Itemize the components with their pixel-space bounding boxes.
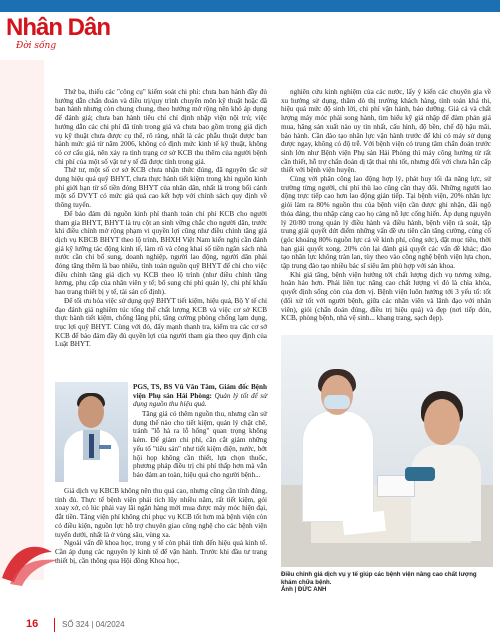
paragraph: nghiên cứu kinh nghiệm của các nước, lấy ý kiến các chuyên gia về xu hướng sử dụng, thăm dò thị trường khách hàng, tính toán khả thi, hiệu quả mức độ sinh lời, chi phí vận hành, bảo dưỡng. Giá cả và chất lượng máy móc phải song hành, tìm hiểu kỹ giá nhập để đàm phán giá mua, hãng sản xuất nào uy tín nhất, cấu hình, độ bền, chế độ hậu mãi, bảo hành. Cần đào tạo nhân lực vận hành trước để khi có máy sử dụng được ngay, không có độ trễ. Với bệnh viện có trung tâm chẩn đoán trước sinh lớn như Bệnh viện Phụ sản Hải Phòng thì máy công hướng từ rất cần thiết, hỗ trợ chẩn đoán dị tật thai nhi tốt, nhưng đối với chưa hẳn cấp thiết với bệnh viện huyện.	[281, 88, 491, 175]
byline-name: PGS, TS, BS Vũ Văn Tâm, Giám đốc Bệnh viện Phụ sản Hải Phòng:	[133, 383, 267, 400]
photo-bp-cuff	[405, 467, 435, 481]
byline-quote: Quản lý tốt để sử dụng nguồn thu hiệu quả.	[133, 391, 268, 409]
issue-info: SỐ 324 | 04/2024	[62, 620, 125, 629]
caption-credit: Ảnh | ĐỨC ANH	[281, 586, 327, 594]
article-column-left-bottom	[55, 487, 267, 565]
paragraph: Thứ ba, thiếu các "công cụ" kiểm soát chi phí: chưa ban hành đầy đủ hướng dẫn chẩn đoán và điều trị/quy trình chuyên môn kỹ thuật hoặc đã ban hành nhưng còn chung chung, theo hướng mở rộng nên khó áp dụng để đánh giá; chưa ban hành tiêu chí chỉ định nhập viện nội trú; việc hướng dẫn các chi phí đã tính trong giá và chưa bao gồm trong giá dịch vụ kỹ thuật chưa được cụ thể, rõ ràng, nhất là các phẫu thuật được ban hành mức giá từ năm 2006, không có định mức kinh tế kỹ thuật, không có cơ cấu giá, nên xảy ra tình trạng cơ sở KCB thu thêm của người bệnh chi phí của một số vật tư y tế đã được tính trong giá.	[55, 88, 267, 166]
interview-text-beside-portrait	[133, 410, 267, 480]
photo-patient-body	[411, 445, 481, 541]
footer-divider	[54, 618, 55, 632]
caption-text: Điều chỉnh giá dịch vụ y tế giúp các bệnh viện nâng cao chất lượng khám chữa bệnh.	[281, 571, 477, 586]
page-number: 16	[26, 618, 39, 630]
masthead-name: Nhân Dân	[6, 14, 111, 41]
paragraph: Giá dịch vụ KBCB không nên thu quá cao, nhưng cũng cần tính đúng, tính đủ. Thực tế bệnh viện phải tích lũy nhiều năm, rất tiết kiệm, gói xoay xở, có lúc phải vay lãi ngân hàng mới mua được máy móc hiện đại, đắt tiền. Tăng viện phí không chỉ phục vụ KCB tốt hơn mà bệnh viện còn có điều kiện, nguồn lực hỗ trợ chuyên giao công nghệ cho các bệnh viện tuyến dưới, nhất là ở vùng sâu, vùng xa.	[55, 487, 267, 539]
paragraph: Khi giá tăng, bệnh viện hướng tới chất lượng dịch vụ tương xứng, hoàn hảo hơn. Phải liên tục nâng cao chất lượng vì đó là chìa khóa, quyết định sống còn của đơn vị. Bệnh viện luôn hướng tới 3 yếu tố: tốt (đối xử tốt với người bệnh, giữa các nhân viên và lãnh đạo với nhân viên), giỏi (chẩn đoán đúng, điều trị hiệu quả) và đẹp (nơi tiếp đón, KCB, phòng bệnh, nhà vệ sinh... khang trang, sạch đẹp).	[281, 270, 491, 323]
paragraph: Để tối ưu hóa việc sử dụng quỹ BHYT tiết kiệm, hiệu quả, Bộ Y tế chỉ đạo đánh giá nghiêm túc tổng thể chất lượng KCB và việc cơ sở KCB thực hành tiết kiệm, chống lãng phí, tăng cường phòng chống lạm dụng, trục lợi quỹ BHYT. Cùng với đó, đẩy mạnh thanh tra, kiểm tra các cơ sở KCB để bảo đảm đầy đủ quyền lợi của người tham gia theo quy định của Luật BHYT.	[55, 296, 267, 349]
red-ribbon-heart-icon	[0, 538, 60, 586]
portrait-tie	[89, 434, 94, 458]
masthead-subtitle: Đời sống	[16, 41, 57, 51]
paragraph: Cùng với phân công lao động hợp lý, phát huy tối đa năng lực, sử trường từng người, chi phí thù lao cũng cần thay đổi. Những người lao động trực tiếp cao hơn lao động gián tiếp. Tại bệnh viện, 20% nhân lực giỏi làm ra 80% nguồn thu của bệnh viện cần được ghi nhận, đãi ngộ thỏa đáng, thu nhập càng cao họ càng nỗ lực cống hiến. Áp dụng nguyên lý 20/80 trong quản lý điều hành và điều hành, bệnh viện rà soát, tập trung giải quyết dứt điểm những vấn đề ưu tiên cần tăng cường, củng cố (góc khoảng 80% nguồn lực cả về kinh phí, công sức), đặt mục tiêu, thời hạn giải quyết xong. 20% còn lại đánh giá quyết các vấn đề khác; đào tạo nhân lực không tràn lan, tùy theo vào công nghệ bệnh viện lựa chọn, tập trung đào tạo nhiều bác sĩ siêu âm phù hợp với sản khoa.	[281, 175, 491, 271]
portrait-head	[78, 396, 104, 428]
decorative-sidebar-band	[0, 60, 44, 580]
masthead-logo	[6, 14, 111, 58]
article-column-left	[55, 88, 267, 349]
doctor-portrait-photo	[55, 382, 128, 482]
article-column-right	[281, 88, 491, 323]
photo-caption	[281, 571, 493, 594]
interview-byline	[133, 383, 267, 409]
paragraph: Ngoài vấn đề khoa học, trong y tế còn phải tính đến hiệu quả kinh tế. Cần áp dụng các nguyên lý kinh tế để vận hành. Trước khi đầu tư trang thiết bị, cần thông qua Hội đồng Khoa học,	[55, 539, 267, 565]
photo-patient-head	[424, 399, 460, 445]
article-photo-blood-pressure-check	[281, 335, 493, 567]
portrait-name-tag	[99, 445, 111, 449]
top-color-bar	[0, 0, 500, 12]
photo-nurse-body	[303, 411, 373, 521]
paragraph: Tăng giá có thêm nguồn thu, nhưng cần sử dụng thế nào cho tiết kiệm, quản lý chặt chẽ, tránh "lỗ hà ra lỗ hổng" quan trọng không kém. Để giảm chi phí, cần cắt giảm những yếu tố "tiêu sản" như tiết kiệm điện, nước, bớt hội họp không cần thiết, lựa chọn thuốc, phương pháp điều trị chi phí thấp hơn mà vẫn bảo đảm an toàn, hiệu quả cho người bệnh...	[133, 410, 267, 479]
page-footer	[0, 613, 500, 637]
photo-nurse-mask	[324, 395, 350, 409]
paragraph: Thứ tư, một số cơ sở KCB chưa nhận thức đúng, đã nguyên tắc sử dụng hiệu quả quỹ BHYT, chưa thực hành tiết kiệm trong khi nguồn kinh phí giới hạn từ số tiền đóng BHYT của nhân dân, nhất là trong bối cảnh một số DVYT có mức giá quá cao kết hợp với chính sách quy định về thông tuyến.	[55, 166, 267, 210]
paragraph: Để bảo đảm đủ nguồn kinh phí thanh toán chi phí KCB cho người tham gia BHYT, BHYT là trụ cột an sinh vững chắc cho người dân, trước khi điều chỉnh mở rộng phạm vi quyền lợi cũng như điều chỉnh tăng giá dịch vụ KBCB BHYT theo lộ trình, BHXH Việt Nam kiến nghị cần đánh giá kỹ lưỡng tác động kinh tế, làm rõ và công khai số tiền ngân sách nhà nước cần chi bổ sung, doanh nghiệp, người lao động, người dân phải đóng tăng thêm là bao nhiêu, tính toán nguồn quỹ BHYT để chi cho việc điều chỉnh tăng giá dịch vụ KCB theo lộ trình (như điều chỉnh tăng lương, phụ cấp của nhân viên y tế; bổ sung chi phí quản lý, chi phí khấu hao trang thiết bị y tế, tài sản cố định).	[55, 209, 267, 297]
